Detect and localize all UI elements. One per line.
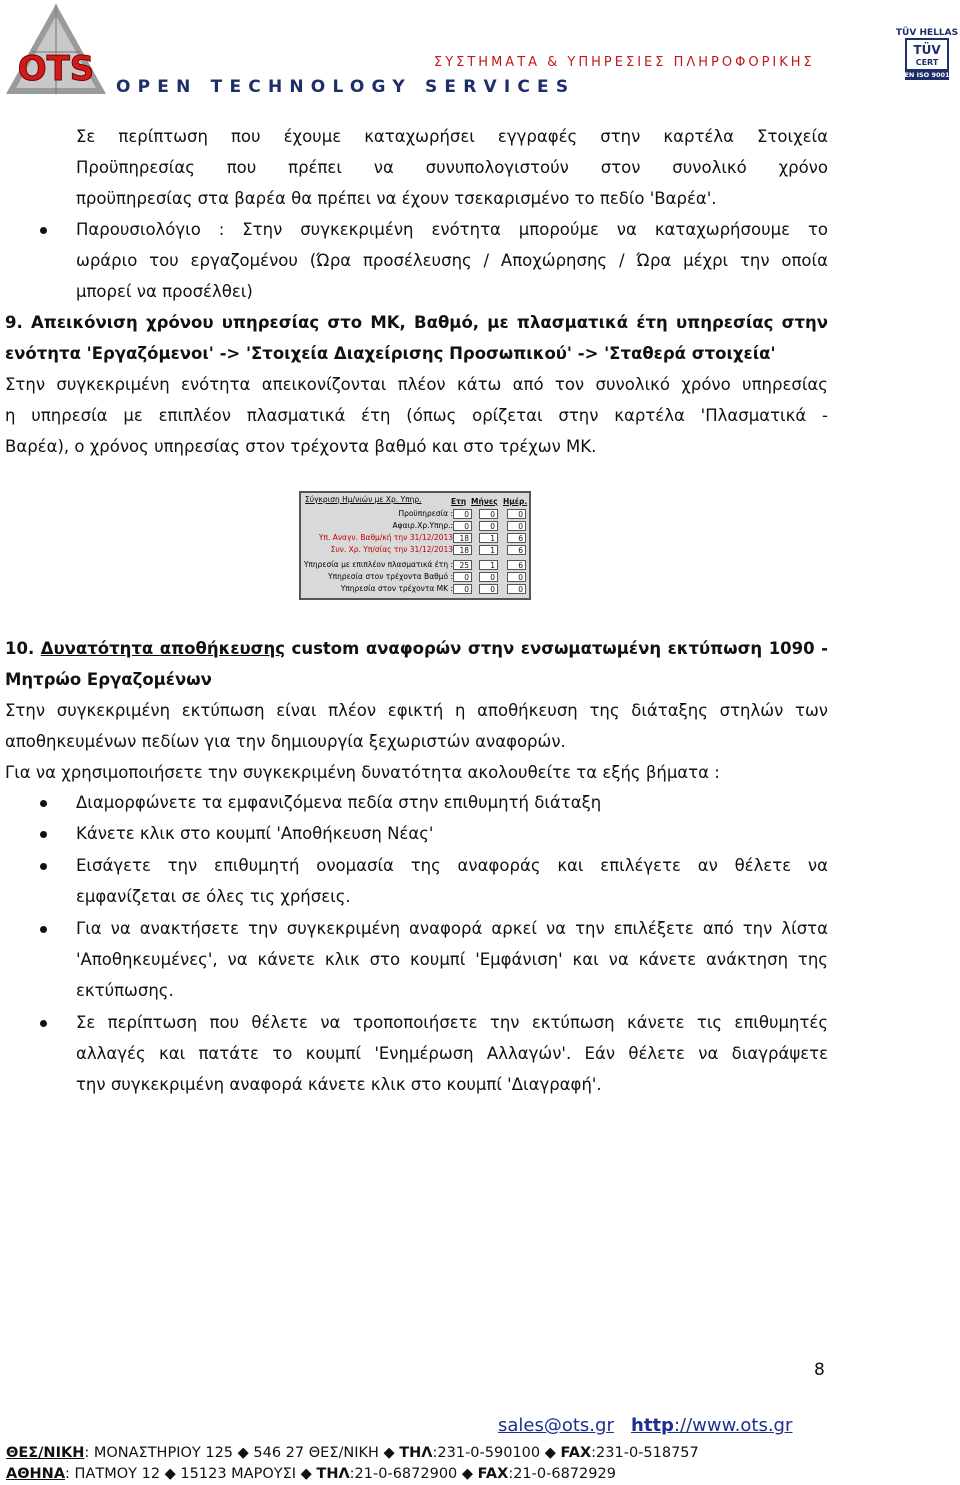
col-years: Ετη: [451, 497, 467, 506]
panel-row-label: Συν. Χρ. Υπ/σίας την 31/12/2013: [330, 545, 453, 554]
panel-value-field[interactable]: 0: [479, 521, 498, 531]
text-line: εκτύπωσης.: [76, 981, 174, 1000]
col-months: Μήνες: [471, 497, 498, 506]
cert-text-4: EN ISO 9001: [904, 71, 950, 79]
panel-row: [303, 584, 529, 596]
panel-value-field[interactable]: 0: [453, 584, 472, 594]
text-line: Στην συγκεκριμένη εκτύπωση είναι πλέον εφικτή η αποθήκευση της διάταξης στηλών των: [5, 701, 828, 720]
text-line: Εισάγετε την επιθυμητή ονομασία της αναφοράς και επιλέγετε αν θέλετε να: [76, 856, 828, 875]
panel-value-field[interactable]: 18: [453, 545, 472, 555]
panel-row: [303, 545, 529, 557]
panel-value-field[interactable]: 18: [453, 533, 472, 543]
tel-key: ΤΗΛ: [316, 1466, 350, 1482]
text-line: Προϋπηρεσίας που πρέπει να συνυπολογιστούν στον συνολικό χρόνο: [76, 158, 828, 177]
tel-value: :231-0-590100 ◆: [432, 1445, 561, 1461]
text-line: Στην συγκεκριμένη ενότητα απεικονίζονται πλέον κάτω από τον συνολικό χρόνο υπηρεσίας: [5, 375, 828, 394]
logo-text: OTS: [17, 49, 95, 89]
text-line: ωράριο του εργαζομένου (Ώρα προσέλευσης / Αποχώρησης / Ώρα μέχρι την οποία: [76, 251, 828, 270]
web-rest: ://www.ots.gr: [673, 1415, 793, 1436]
bullet-icon: [40, 1020, 47, 1027]
addr-text: : ΠΑΤΜΟΥ 12 ◆ 15123 ΜΑΡΟΥΣΙ ◆: [65, 1466, 317, 1482]
text-line: Σε περίπτωση που θέλετε να τροποποιήσετε την εκτύπωση κάνετε τις επιθυμητές: [76, 1013, 828, 1032]
tagline: ΣΥΣΤΗΜΑΤΑ & ΥΠΗΡΕΣΙΕΣ ΠΛΗΡΟΦΟΡΙΚΗΣ: [434, 55, 815, 70]
panel-value-field[interactable]: 0: [507, 584, 526, 594]
cert-text-1: TÜV HELLAS: [896, 28, 958, 38]
text-line: Παρουσιολόγιο : Στην συγκεκριμένη ενότητα μπορούμε να καταχωρήσουμε το: [76, 220, 828, 239]
text-line: αλλαγές και πατάτε το κουμπί 'Ενημέρωση Αλλαγών'. Εάν θέλετε να διαγράψετε: [76, 1044, 828, 1063]
steps-intro: Για να χρησιμοποιήσετε την συγκεκριμένη δυνατότητα ακολουθείτε τα εξής βήματα :: [5, 763, 720, 782]
service-time-panel: [299, 491, 531, 600]
panel-header-row: [303, 495, 529, 507]
fax-key: FAX: [560, 1445, 592, 1461]
panel-value-field[interactable]: 0: [479, 584, 498, 594]
text-line: μπορεί να προσέλθει): [76, 282, 253, 301]
city-thessaloniki: ΘΕΣ/ΝΙΚΗ: [6, 1445, 85, 1461]
panel-value-field[interactable]: 0: [507, 521, 526, 531]
heading-line: 9. Απεικόνιση χρόνου υπηρεσίας στο ΜΚ, Βαθμό, με πλασματικά έτη υπηρεσίας στην: [5, 313, 828, 332]
text-line: αποθηκευμένων πεδίων για την δημιουργία ξεχωριστών αναφορών.: [5, 732, 566, 751]
fax-key: FAX: [477, 1466, 509, 1482]
panel-value-field[interactable]: 0: [479, 572, 498, 582]
bullet-icon: [40, 863, 47, 870]
web-link[interactable]: [631, 1415, 792, 1436]
list-item: [76, 1007, 828, 1100]
panel-row-label: Υπ. Αναγν. Βαθμ/κή την 31/12/2013: [318, 533, 453, 542]
panel-value-field[interactable]: 1: [479, 560, 498, 570]
contact-links: [498, 1415, 792, 1436]
heading-prefix: 10.: [5, 639, 41, 658]
sec8-paragraph: [76, 121, 828, 214]
address-athens: [6, 1466, 616, 1482]
sec10-heading: [5, 633, 828, 695]
cert-text-2: TÜV: [913, 43, 941, 57]
heading-rest: custom αναφορών στην ενσωματωμένη εκτύπωση 1090 -: [285, 639, 828, 658]
panel-row-label: Υπηρεσία στον τρέχοντα ΜΚ :: [340, 584, 453, 593]
panel-row-label: Υπηρεσία στον τρέχοντα Βαθμό :: [328, 572, 453, 581]
panel-value-field[interactable]: 0: [507, 509, 526, 519]
email-link[interactable]: sales@ots.gr: [498, 1415, 614, 1436]
sec9-heading: [5, 307, 828, 369]
text-line: Για να ανακτήσετε την συγκεκριμένη αναφορά αρκεί να την επιλέξετε από την λίστα: [76, 919, 828, 938]
text-line: την συγκεκριμένη αναφορά κάνετε κλικ στο κουμπί 'Διαγραφή'.: [76, 1075, 602, 1094]
company-name: OPEN TECHNOLOGY SERVICES: [116, 77, 576, 97]
tel-key: ΤΗΛ: [399, 1445, 433, 1461]
fax-value: :231-0-518757: [591, 1445, 699, 1461]
tuv-cert-logo: [896, 26, 958, 82]
panel-value-field[interactable]: 0: [479, 509, 498, 519]
bullet-icon: [40, 227, 47, 234]
panel-value-field[interactable]: 0: [507, 572, 526, 582]
list-item: [76, 787, 828, 818]
panel-value-field[interactable]: 0: [453, 521, 472, 531]
cert-text-3: CERT: [915, 58, 939, 67]
panel-value-field[interactable]: 6: [507, 560, 526, 570]
sec10-intro: [5, 695, 828, 788]
fax-value: :21-0-6872929: [508, 1466, 616, 1482]
sec9-body: [5, 369, 828, 462]
bullet-icon: [40, 800, 47, 807]
text-line: εμφανίζεται σε όλες τις χρήσεις.: [76, 887, 351, 906]
text-line: 'Αποθηκευμένες', να κάνετε κλικ στο κουμπί 'Εμφάνιση' και να κάνετε ανάκτηση της: [76, 950, 828, 969]
panel-row-label: Αφαιρ.Χρ.Υπηρ.:: [392, 521, 453, 530]
panel-row: [303, 509, 529, 521]
list-item: [76, 850, 828, 912]
panel-row: [303, 533, 529, 545]
panel-row: [303, 560, 529, 572]
list-item: [76, 818, 828, 849]
panel-row: [303, 521, 529, 533]
address-thessaloniki: [6, 1445, 699, 1461]
page-number: 8: [814, 1360, 825, 1380]
tel-value: :21-0-6872900 ◆: [349, 1466, 478, 1482]
bullet-icon: [40, 926, 47, 933]
city-athens: ΑΘΗΝΑ: [6, 1466, 66, 1482]
heading-line: [5, 633, 828, 664]
panel-row: [303, 572, 529, 584]
text-line: Σε περίπτωση που έχουμε καταχωρήσει εγγραφές στην καρτέλα Στοιχεία: [76, 127, 828, 146]
ots-logo: [2, 2, 110, 98]
panel-title: Σύγκριση Ημ/νιών με Χρ. Υπηρ.: [305, 495, 422, 504]
web-prefix: http: [631, 1415, 674, 1436]
panel-value-field[interactable]: 1: [479, 545, 498, 555]
text-line: Διαμορφώνετε τα εμφανιζόμενα πεδία στην επιθυμητή διάταξη: [76, 793, 602, 812]
panel-row-label: Υπηρεσία με επιπλέον πλασματικά έτη :: [303, 560, 453, 569]
addr-text: : ΜΟΝΑΣΤΗΡΙΟΥ 125 ◆ 546 27 ΘΕΣ/ΝΙΚΗ ◆: [84, 1445, 400, 1461]
sec8-bullet: [76, 214, 828, 307]
heading-underlined: Δυνατότητα αποθήκευσης: [40, 639, 286, 658]
text-line: προϋπηρεσίας στα βαρέα θα πρέπει να έχουν τσεκαρισμένο το πεδίο 'Βαρέα'.: [76, 189, 717, 208]
panel-value-field[interactable]: 6: [507, 533, 526, 543]
panel-row-label: Προϋπηρεσία :: [398, 509, 453, 518]
col-days: Ημέρ.: [503, 497, 528, 506]
bullet-icon: [40, 831, 47, 838]
heading-line: ενότητα 'Εργαζόμενοι' -> 'Στοιχεία Διαχείρισης Προσωπικού' -> 'Σταθερά στοιχεία': [5, 344, 776, 363]
panel-value-field[interactable]: 0: [453, 572, 472, 582]
text-line: Βαρέα), ο χρόνος υπηρεσίας στον τρέχοντα βαθμό και στο τρέχων ΜΚ.: [5, 437, 597, 456]
heading-line: Μητρώο Εργαζομένων: [5, 670, 212, 689]
panel-value-field[interactable]: 6: [507, 545, 526, 555]
panel-value-field[interactable]: 25: [453, 560, 472, 570]
panel-value-field[interactable]: 0: [453, 509, 472, 519]
text-line: η υπηρεσία με επιπλέον πλασματικά έτη (όπως ορίζεται στην καρτέλα 'Πλασματικά -: [5, 406, 828, 425]
list-item: [76, 913, 828, 1006]
text-line: Κάνετε κλικ στο κουμπί 'Αποθήκευση Νέας': [76, 824, 434, 843]
panel-value-field[interactable]: 1: [479, 533, 498, 543]
